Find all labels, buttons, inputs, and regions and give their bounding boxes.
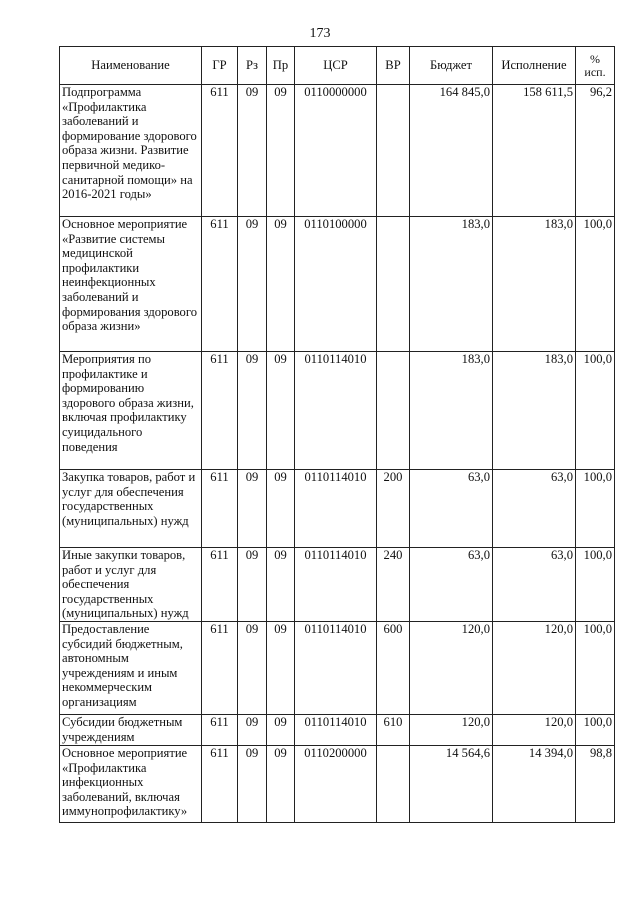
row-vr bbox=[377, 217, 410, 352]
row-rz: 09 bbox=[238, 714, 267, 745]
row-gr: 611 bbox=[202, 217, 238, 352]
table-row bbox=[60, 621, 615, 714]
row-name: Мероприятия по профилактике и формированию здорового образа жизни, включая профилактику суицидального поведения bbox=[60, 352, 202, 470]
header-budget: Бюджет bbox=[410, 47, 493, 85]
row-vr: 600 bbox=[377, 621, 410, 714]
row-csr: 0110000000 bbox=[295, 85, 377, 217]
row-gr: 611 bbox=[202, 352, 238, 470]
row-execution: 158 611,5 bbox=[493, 85, 576, 217]
row-pr: 09 bbox=[267, 548, 295, 622]
table-row bbox=[60, 548, 615, 622]
row-pr: 09 bbox=[267, 745, 295, 822]
table-body bbox=[60, 85, 615, 823]
page-number: 173 bbox=[309, 26, 331, 41]
row-vr: 240 bbox=[377, 548, 410, 622]
header-gr: ГР bbox=[202, 47, 238, 85]
row-csr: 0110114010 bbox=[295, 352, 377, 470]
row-gr: 611 bbox=[202, 548, 238, 622]
row-csr: 0110114010 bbox=[295, 548, 377, 622]
row-pct: 100,0 bbox=[576, 548, 615, 622]
table-row bbox=[60, 745, 615, 822]
row-execution: 120,0 bbox=[493, 714, 576, 745]
row-pct: 100,0 bbox=[576, 621, 615, 714]
row-csr: 0110200000 bbox=[295, 745, 377, 822]
row-name: Основное мероприятие «Развитие системы медицинской профилактики неинфекционных заболеваний и формирования здорового образа жизни» bbox=[60, 217, 202, 352]
header-name: Наименование bbox=[60, 47, 202, 85]
row-execution: 63,0 bbox=[493, 548, 576, 622]
row-pct: 100,0 bbox=[576, 714, 615, 745]
row-gr: 611 bbox=[202, 745, 238, 822]
row-rz: 09 bbox=[238, 470, 267, 548]
row-vr bbox=[377, 85, 410, 217]
row-budget: 14 564,6 bbox=[410, 745, 493, 822]
row-pct: 96,2 bbox=[576, 85, 615, 217]
row-vr: 200 bbox=[377, 470, 410, 548]
header-csr: ЦСР bbox=[295, 47, 377, 85]
row-budget: 183,0 bbox=[410, 352, 493, 470]
row-pr: 09 bbox=[267, 352, 295, 470]
row-name: Субсидии бюджетным учреждениям bbox=[60, 714, 202, 745]
row-rz: 09 bbox=[238, 621, 267, 714]
row-rz: 09 bbox=[238, 85, 267, 217]
row-budget: 63,0 bbox=[410, 470, 493, 548]
row-name: Предоставление субсидий бюджетным, автономным учреждениям и иным некоммерческим организациям bbox=[60, 621, 202, 714]
row-pr: 09 bbox=[267, 85, 295, 217]
row-pr: 09 bbox=[267, 714, 295, 745]
row-gr: 611 bbox=[202, 621, 238, 714]
header-pct bbox=[576, 47, 615, 85]
row-pct: 100,0 bbox=[576, 352, 615, 470]
table-row bbox=[60, 217, 615, 352]
row-pr: 09 bbox=[267, 621, 295, 714]
row-rz: 09 bbox=[238, 352, 267, 470]
row-budget: 183,0 bbox=[410, 217, 493, 352]
row-vr bbox=[377, 352, 410, 470]
row-pr: 09 bbox=[267, 217, 295, 352]
budget-execution-table bbox=[59, 46, 615, 823]
row-execution: 183,0 bbox=[493, 352, 576, 470]
row-pct: 98,8 bbox=[576, 745, 615, 822]
table-row bbox=[60, 470, 615, 548]
header-vr: ВР bbox=[377, 47, 410, 85]
header-execution: Исполнение bbox=[493, 47, 576, 85]
row-name: Закупка товаров, работ и услуг для обеспечения государственных (муниципальных) нужд bbox=[60, 470, 202, 548]
row-csr: 0110114010 bbox=[295, 470, 377, 548]
row-rz: 09 bbox=[238, 217, 267, 352]
row-rz: 09 bbox=[238, 745, 267, 822]
table-row bbox=[60, 85, 615, 217]
row-gr: 611 bbox=[202, 85, 238, 217]
table-row bbox=[60, 352, 615, 470]
row-budget: 120,0 bbox=[410, 621, 493, 714]
row-execution: 63,0 bbox=[493, 470, 576, 548]
row-csr: 0110114010 bbox=[295, 621, 377, 714]
row-budget: 164 845,0 bbox=[410, 85, 493, 217]
row-csr: 0110114010 bbox=[295, 714, 377, 745]
row-csr: 0110100000 bbox=[295, 217, 377, 352]
row-execution: 183,0 bbox=[493, 217, 576, 352]
row-vr bbox=[377, 745, 410, 822]
row-budget: 120,0 bbox=[410, 714, 493, 745]
table-header bbox=[60, 47, 615, 85]
row-budget: 63,0 bbox=[410, 548, 493, 622]
header-pct-symbol: % bbox=[590, 51, 600, 66]
header-row bbox=[60, 47, 615, 85]
header-pr: Пр bbox=[267, 47, 295, 85]
row-pr: 09 bbox=[267, 470, 295, 548]
row-execution: 14 394,0 bbox=[493, 745, 576, 822]
row-execution: 120,0 bbox=[493, 621, 576, 714]
row-rz: 09 bbox=[238, 548, 267, 622]
header-pct-label: исп. bbox=[584, 64, 606, 79]
row-pct: 100,0 bbox=[576, 217, 615, 352]
row-gr: 611 bbox=[202, 714, 238, 745]
row-gr: 611 bbox=[202, 470, 238, 548]
table-row bbox=[60, 714, 615, 745]
row-pct: 100,0 bbox=[576, 470, 615, 548]
row-name: Основное мероприятие «Профилактика инфекционных заболеваний, включая иммунопрофилактику» bbox=[60, 745, 202, 822]
row-name: Иные закупки товаров, работ и услуг для обеспечения государственных (муниципальных) нужд bbox=[60, 548, 202, 622]
header-rz: Рз bbox=[238, 47, 267, 85]
row-name: Подпрограмма «Профилактика заболеваний и формирование здорового образа жизни. Развитие первичной медико-санитарной помощи» на 2016-2021 годы» bbox=[60, 85, 202, 217]
row-vr: 610 bbox=[377, 714, 410, 745]
